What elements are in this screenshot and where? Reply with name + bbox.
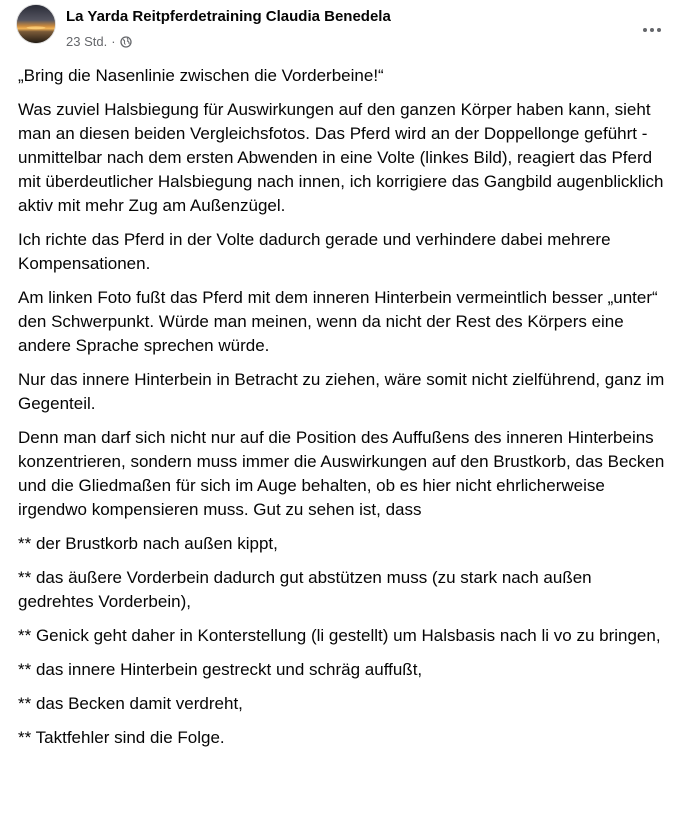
post-paragraph: ** das innere Hinterbein gestreckt und schräg auffußt,	[18, 660, 423, 679]
post-paragraph: Ich richte das Pferd in der Volte dadurch gerade und verhindere dabei mehrere Kompensationen.	[18, 230, 611, 273]
more-options-icon	[643, 28, 661, 32]
page-name-link[interactable]: La Yarda Reitpferdetraining Claudia Benedela	[66, 8, 391, 25]
post-paragraph: ** Genick geht daher in Konterstellung (li gestellt) um Halsbasis nach li vo zu bringen,	[18, 626, 661, 645]
page-avatar[interactable]	[16, 4, 56, 44]
sunset-avatar-image	[17, 5, 55, 43]
globe-icon[interactable]	[120, 36, 132, 48]
post-header	[16, 4, 666, 56]
post-paragraph: ** das Becken damit verdreht,	[18, 694, 243, 713]
post-paragraph: ** Taktfehler sind die Folge.	[18, 728, 225, 747]
post-text	[18, 64, 670, 760]
post-paragraph: „Bring die Nasenlinie zwischen die Vorderbeine!“	[18, 66, 384, 85]
post-paragraph: ** das äußere Vorderbein dadurch gut abstützen muss (zu stark nach außen gedrehtes Vorderbein),	[18, 568, 592, 611]
post-meta	[66, 34, 132, 49]
more-options-button[interactable]	[634, 12, 670, 48]
meta-separator: ·	[111, 34, 116, 49]
post-paragraph: Denn man darf sich nicht nur auf die Position des Auffußens des inneren Hinterbeins konzentrieren, sondern muss immer die Auswirkungen auf den Brustkorb, das Becken und die Gliedmaßen für sich im Auge behalten, ob es hier nicht ehrlicherweise irgendwo kompensieren muss. Gut zu sehen ist, dass	[18, 428, 665, 519]
post-paragraph: Was zuviel Halsbiegung für Auswirkungen auf den ganzen Körper haben kann, sieht man an diesen beiden Vergleichsfotos. Das Pferd wird an der Doppellonge geführt - unmittelbar nach dem ersten Abwenden in eine Volte (linkes Bild), reagiert das Pferd mit überdeutlicher Halsbiegung nach innen, ich korrigiere das Gangbild augenblicklich aktiv mit mehr Zug am Außenzügel.	[18, 100, 664, 215]
post-paragraph: Am linken Foto fußt das Pferd mit dem inneren Hinterbein vermeintlich besser „unter“ den Schwerpunkt. Würde man meinen, wenn da nicht der Rest des Körpers eine andere Sprache sprechen würde.	[18, 288, 658, 355]
post-paragraph: ** der Brustkorb nach außen kippt,	[18, 534, 278, 553]
post-timestamp[interactable]: 23 Std.	[66, 34, 108, 49]
post-paragraph: Nur das innere Hinterbein in Betracht zu ziehen, wäre somit nicht zielführend, ganz im Gegenteil.	[18, 370, 665, 413]
